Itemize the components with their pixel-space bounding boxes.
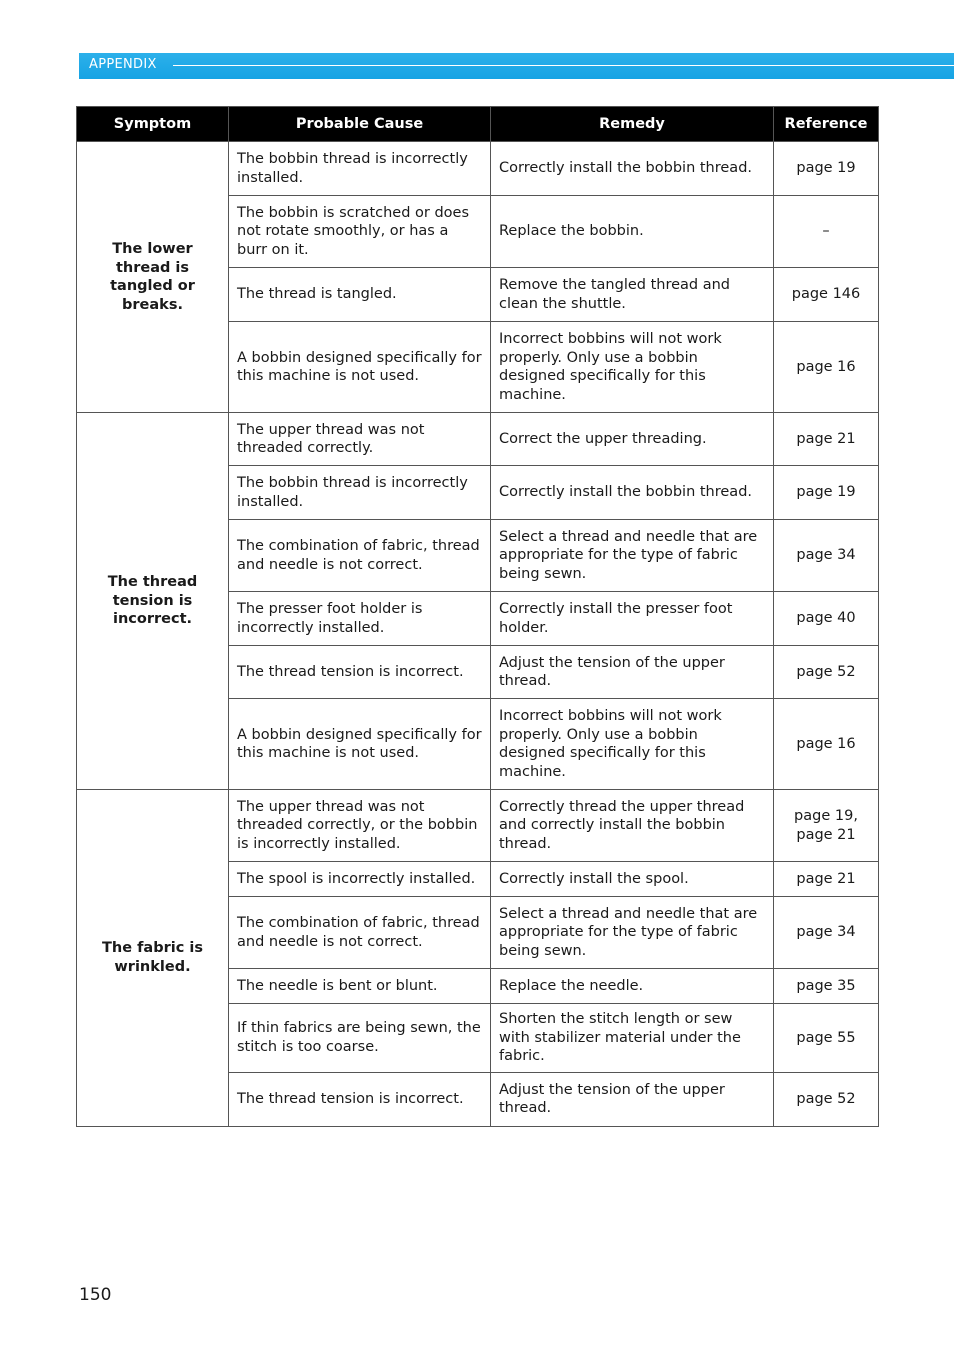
remedy-cell: Correctly install the bobbin thread.: [491, 142, 774, 196]
cause-cell: The bobbin thread is incorrectly installed.: [229, 466, 491, 520]
reference-cell: page 146: [774, 268, 879, 322]
reference-cell: page 34: [774, 520, 879, 592]
remedy-cell: Correctly install the spool.: [491, 862, 774, 897]
cause-cell: The thread tension is incorrect.: [229, 1072, 491, 1126]
remedy-cell: Adjust the tension of the upper thread.: [491, 646, 774, 699]
page-number: 150: [79, 1285, 112, 1305]
reference-cell: page 35: [774, 969, 879, 1004]
reference-cell: –: [774, 196, 879, 268]
troubleshooting-table: [76, 106, 879, 1127]
section-banner: [79, 53, 954, 79]
cause-cell: The thread is tangled.: [229, 268, 491, 322]
banner-rule: [173, 65, 954, 66]
cause-cell: The bobbin is scratched or does not rotate smoothly, or has a burr on it.: [229, 196, 491, 268]
remedy-cell: Correctly thread the upper thread and correctly install the bobbin thread.: [491, 790, 774, 862]
cause-cell: A bobbin designed specifically for this machine is not used.: [229, 699, 491, 790]
reference-cell: page 16: [774, 699, 879, 790]
reference-cell: page 52: [774, 1072, 879, 1126]
header-probable-cause: Probable Cause: [229, 107, 491, 142]
remedy-cell: Correctly install the presser foot holder.: [491, 592, 774, 646]
reference-cell: page 19: [774, 142, 879, 196]
symptom-cell: The lower thread is tangled or breaks.: [77, 142, 229, 413]
cause-cell: The needle is bent or blunt.: [229, 969, 491, 1004]
cause-cell: A bobbin designed specifically for this machine is not used.: [229, 322, 491, 413]
section-label: APPENDIX: [89, 57, 157, 72]
cause-cell: The presser foot holder is incorrectly installed.: [229, 592, 491, 646]
reference-cell: page 19: [774, 466, 879, 520]
cause-cell: The bobbin thread is incorrectly installed.: [229, 142, 491, 196]
reference-cell: page 16: [774, 322, 879, 413]
remedy-cell: Correct the upper threading.: [491, 413, 774, 466]
cause-cell: The thread tension is incorrect.: [229, 646, 491, 699]
remedy-cell: Adjust the tension of the upper thread.: [491, 1072, 774, 1126]
header-symptom: Symptom: [77, 107, 229, 142]
table-header-row: [77, 107, 879, 142]
cause-cell: The upper thread was not threaded correctly.: [229, 413, 491, 466]
remedy-cell: Replace the bobbin.: [491, 196, 774, 268]
header-reference: Reference: [774, 107, 879, 142]
cause-cell: The upper thread was not threaded correctly, or the bobbin is incorrectly installed.: [229, 790, 491, 862]
cause-cell: The combination of fabric, thread and needle is not correct.: [229, 897, 491, 969]
remedy-cell: Replace the needle.: [491, 969, 774, 1004]
remedy-cell: Correctly install the bobbin thread.: [491, 466, 774, 520]
remedy-cell: Select a thread and needle that are appropriate for the type of fabric being sewn.: [491, 897, 774, 969]
reference-cell: page 55: [774, 1004, 879, 1073]
table-row: [77, 142, 879, 196]
reference-cell: page 21: [774, 862, 879, 897]
cause-cell: The combination of fabric, thread and needle is not correct.: [229, 520, 491, 592]
reference-cell: page 40: [774, 592, 879, 646]
reference-cell: page 52: [774, 646, 879, 699]
cause-cell: The spool is incorrectly installed.: [229, 862, 491, 897]
reference-cell: page 34: [774, 897, 879, 969]
table-row: [77, 790, 879, 862]
remedy-cell: Incorrect bobbins will not work properly. Only use a bobbin designed specifically for this machine.: [491, 699, 774, 790]
remedy-cell: Remove the tangled thread and clean the shuttle.: [491, 268, 774, 322]
cause-cell: If thin fabrics are being sewn, the stitch is too coarse.: [229, 1004, 491, 1073]
symptom-cell: The fabric is wrinkled.: [77, 790, 229, 1127]
remedy-cell: Incorrect bobbins will not work properly. Only use a bobbin designed specifically for this machine.: [491, 322, 774, 413]
remedy-cell: Shorten the stitch length or sew with stabilizer material under the fabric.: [491, 1004, 774, 1073]
symptom-cell: The thread tension is incorrect.: [77, 413, 229, 790]
table-row: [77, 413, 879, 466]
header-remedy: Remedy: [491, 107, 774, 142]
reference-cell: page 19, page 21: [774, 790, 879, 862]
remedy-cell: Select a thread and needle that are appropriate for the type of fabric being sewn.: [491, 520, 774, 592]
reference-cell: page 21: [774, 413, 879, 466]
